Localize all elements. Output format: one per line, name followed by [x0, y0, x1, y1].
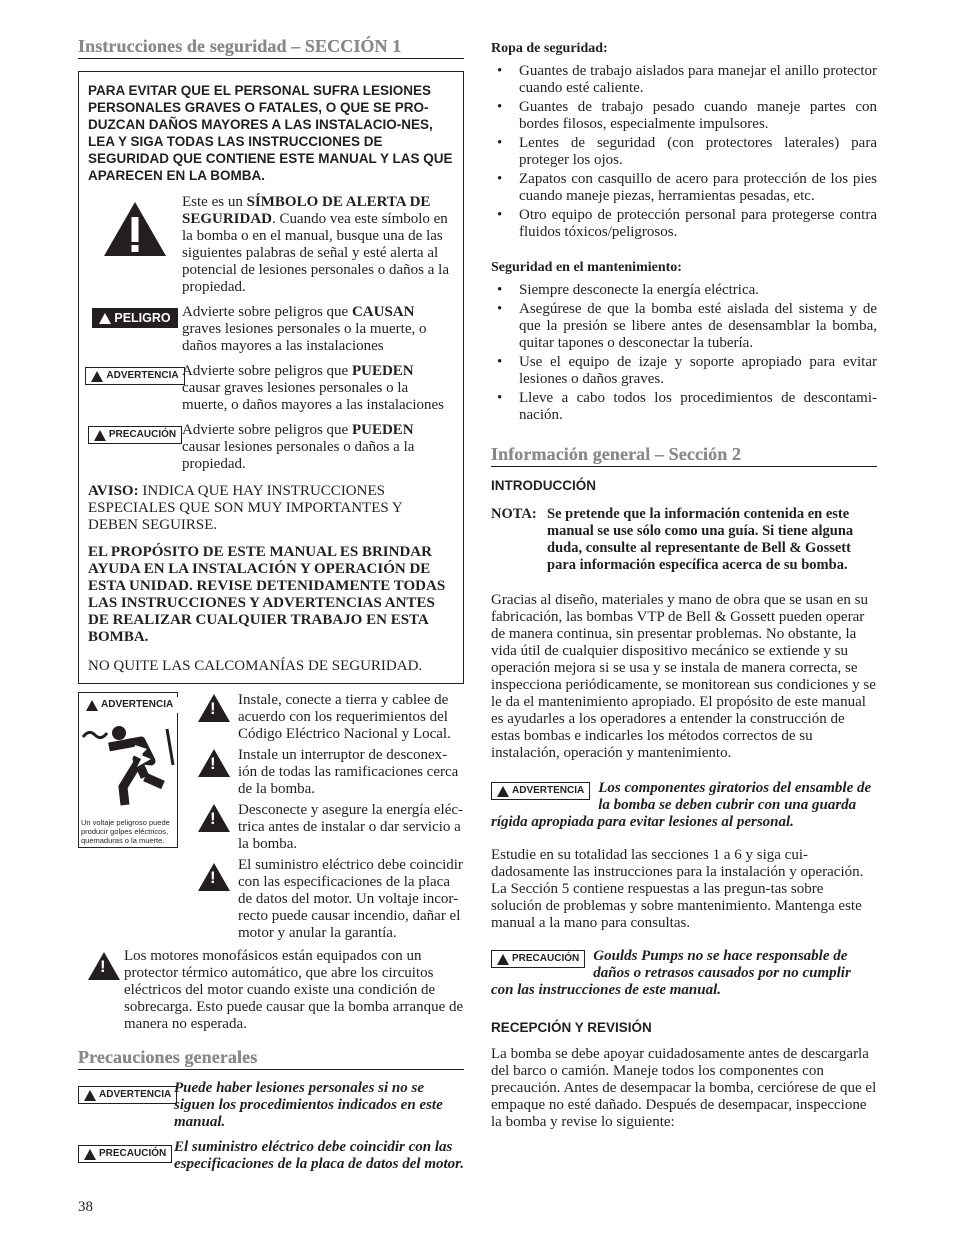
- rotating-warning-badge: ADVERTENCIA: [491, 782, 590, 800]
- goulds-caution: PRECAUCIÓN Goulds Pumps no se hace responsable de daños o retrasos causados por no cumplir con las instrucciones de este manual.: [491, 948, 851, 998]
- list-item: • Use el equipo de izaje y soporte apropiado para evitar lesiones o daños graves.: [491, 354, 877, 388]
- list-item: • Guantes de trabajo aislados para manejar el anillo protector cuando esté caliente.: [491, 63, 877, 97]
- shock-caption: Un voltaje peligroso puede producir golpes eléctricos, quemaduras o la muerte.: [81, 818, 170, 845]
- electrical-warnings: [78, 692, 464, 946]
- recepcion-heading: RECEPCIÓN Y REVISIÓN: [491, 1020, 652, 1035]
- list-item: ! El suministro eléctrico debe coincidir con las especificaciones de la placa de datos del motor. Un voltaje incor-recto puede causar incendio, dañar el motor y anular la garantía.: [198, 857, 464, 942]
- advertencia-row: [88, 363, 454, 414]
- warning-triangle-icon: [497, 786, 509, 797]
- list-item: • Guantes de trabajo pesado cuando maneje partes con bordes filosos, especialmente impulsores.: [491, 99, 877, 133]
- decals-text: NO QUITE LAS CALCOMANÍAS DE SEGURIDAD.: [88, 658, 423, 674]
- recepcion-paragraph: La bomba se debe apoyar cuidadosamente antes de descargarla del barco o camión. Maneje todos los componentes con precaución. Antes de desempacar la bomba, cerciórese de que el empaque no esté dañado. Después de desempacar, inspeccione la bomba y revise lo siguiente:: [491, 1046, 877, 1130]
- general-caution-badge: PRECAUCIÓN: [78, 1145, 172, 1163]
- nota-block: [491, 506, 877, 574]
- safety-alert-icon: [102, 200, 168, 258]
- list-item: • Zapatos con casquillo de acero para protección de los pies cuando maneje piezas, herramientas pesadas, etc.: [491, 171, 877, 205]
- goulds-caution-badge: PRECAUCIÓN: [491, 950, 585, 968]
- advertencia-badge: ADVERTENCIA: [85, 367, 184, 385]
- precaucion-badge: PRECAUCIÓN: [88, 426, 182, 444]
- electrical-hazard-panel: [78, 692, 178, 848]
- precaucion-text: Advierte sobre peligros que PUEDEN causar lesiones personales o daños a la propiedad.: [182, 422, 415, 472]
- ropa-heading: Ropa de seguridad:: [491, 41, 608, 56]
- list-item: ! Instale, conecte a tierra y cablee de acuerdo con los requerimientos del Código Eléctrico Nacional y Local.: [198, 692, 464, 743]
- intro-paragraph: Gracias al diseño, materiales y mano de obra que se usan en su fabricación, las bombas VTP de Bell & Gossett pueden operar de manera continua, sin presentar problemas. No obstante, la vida útil de cualquier dispositivo mecánico se extiende y su operación mejora si se usa y se instala de manera correcta, se inspecciona periódicamente, se monitorean sus condiciones y se le da el mantenimiento apropiado. El propósito de este manual es ayudarles a los operadores a entender la construcción de estas bombas e indicarles los métodos correctos de su instalación, operación y mantenimiento.: [491, 592, 876, 761]
- precaucion-row: [88, 422, 454, 473]
- list-item: ! Instale un interruptor de desconex-ión de todas las ramificaciones cerca de la bomba.: [198, 747, 464, 798]
- mantenimiento-heading: Seguridad en el mantenimiento:: [491, 260, 682, 275]
- peligro-badge: PELIGRO: [92, 308, 177, 328]
- rotating-warning: ADVERTENCIA Los componentes giratorios del ensamble de la bomba se deben cubrir con una guarda rígida apropiada para evitar lesiones al personal.: [491, 780, 872, 830]
- ropa-list: [491, 63, 877, 241]
- section-1-title: Instrucciones de seguridad – SECCIÓN 1: [78, 38, 464, 59]
- general-warning-row: [78, 1080, 464, 1131]
- alert-symbol-text: Este es un SÍMBOLO DE ALERTA DE SEGURIDAD. Cuando vea este símbolo en la bomba o en el manual, busque una de las siguientes palabras de señal y esté alerta al potencial de lesiones personales o daños a la propiedad.: [182, 194, 449, 295]
- warning-triangle-icon: [198, 694, 230, 722]
- list-item: • Lleve a cabo todos los procedimientos de descontami-nación.: [491, 390, 877, 424]
- safety-box-heading: PARA EVITAR QUE EL PERSONAL SUFRA LESIONES PERSONALES GRAVES O FATALES, O QUE SE PRO-DUZCAN DAÑOS MAYORES A LAS INSTALACIO-NES, LEA Y SIGA TODAS LAS INSTRUCCIONES DE SEGURIDAD QUE CONTIENE ESTE MANUAL Y LAS QUE APARECEN EN LA BOMBA.: [88, 83, 453, 183]
- nota-text: Se pretende que la información contenida en este manual se use sólo como una guía. Si tiene alguna duda, consulte al representante de Bell & Gossett para información específica acerca de su bomba.: [547, 506, 854, 573]
- mantenimiento-list: [491, 282, 877, 424]
- general-caution-text: El suministro eléctrico debe coincidir con las especificaciones de la placa de datos del motor.: [174, 1139, 464, 1172]
- shock-badge: ADVERTENCIA: [81, 697, 178, 713]
- general-warning-text: Puede haber lesiones personales si no se siguen los procedimientos indicados en este manual.: [174, 1080, 443, 1130]
- left-column: [78, 38, 464, 1173]
- safety-box: [78, 71, 464, 684]
- aviso-text: AVISO: INDICA QUE HAY INSTRUCCIONES ESPECIALES QUE SON MUY IMPORTANTES Y DEBEN SEGUIRSE.: [88, 483, 403, 533]
- warning-triangle-icon: [84, 1090, 96, 1101]
- intro-heading: INTRODUCCIÓN: [491, 478, 596, 493]
- warning-triangle-icon: [84, 1149, 96, 1160]
- peligro-row: [88, 304, 454, 355]
- purpose-text: EL PROPÓSITO DE ESTE MANUAL ES BRINDAR AYUDA EN LA INSTALACIÓN Y OPERACIÓN DE ESTA UNIDAD. REVISE DETENIDAMENTE TODAS LAS INSTRUCCIONES Y ADVERTENCIAS ANTES DE REALIZAR CUALQUIER TRABAJO EN ESTA BOMBA.: [88, 544, 446, 645]
- list-item: • Siempre desconecte la energía eléctrica.: [491, 282, 877, 299]
- electrical-items-list: [178, 692, 464, 946]
- section-2-title: Información general – Sección 2: [491, 446, 877, 467]
- peligro-text: Advierte sobre peligros que CAUSAN graves lesiones personales o la muerte, o daños mayores a las instalaciones: [182, 304, 427, 354]
- list-item: ! Desconecte y asegure la energía eléc-trica antes de instalar o dar servicio a la bomba.: [198, 802, 464, 853]
- warning-triangle-icon: [497, 954, 509, 965]
- alert-symbol-row: [88, 194, 454, 296]
- monophase-warning: ! Los motores monofásicos están equipados con un protector térmico automático, que abre los circuitos eléctricos del motor cuando existe una condición de sobrecarga. Esto puede causar que la bomba arranque de manera no esperada.: [78, 948, 464, 1033]
- general-caution-row: [78, 1139, 464, 1173]
- warning-triangle-icon: [198, 804, 230, 832]
- list-item: • Lentes de seguridad (con protectores laterales) para proteger los ojos.: [491, 135, 877, 169]
- study-paragraph: Estudie en su totalidad las secciones 1 a 6 y siga cui-dadosamente las instrucciones para la instalación y operación. La Sección 5 contiene respuestas a las pregun-tas sobre solución de problemas y sobre mantenimiento. Mantenga este manual a la mano para consultas.: [491, 847, 864, 931]
- page-number: 38: [78, 1199, 93, 1215]
- electric-shock-icon: [79, 715, 177, 815]
- warning-triangle-icon: [88, 952, 120, 980]
- warning-triangle-icon: [198, 863, 230, 891]
- list-item: • Otro equipo de protección personal para protegerse contra fluidos tóxicos/peligrosos.: [491, 207, 877, 241]
- warning-triangle-icon: [99, 313, 111, 324]
- advertencia-text: Advierte sobre peligros que PUEDEN causar graves lesiones personales o la muerte, o daños mayores a las instalaciones: [182, 363, 445, 413]
- warning-triangle-icon: [94, 430, 106, 441]
- warning-triangle-icon: [91, 371, 103, 382]
- warning-triangle-icon: [198, 749, 230, 777]
- warning-triangle-icon: [86, 700, 98, 711]
- nota-key: NOTA:: [491, 506, 537, 522]
- general-warning-badge: ADVERTENCIA: [78, 1086, 177, 1104]
- list-item: • Asegúrese de que la bomba esté aislada del sistema y de que la presión se libere antes de desensamblar la bomba, quitar tapones o desconectar la tubería.: [491, 301, 877, 352]
- right-column: [491, 40, 877, 1131]
- general-precautions-title: Precauciones generales: [78, 1049, 464, 1070]
